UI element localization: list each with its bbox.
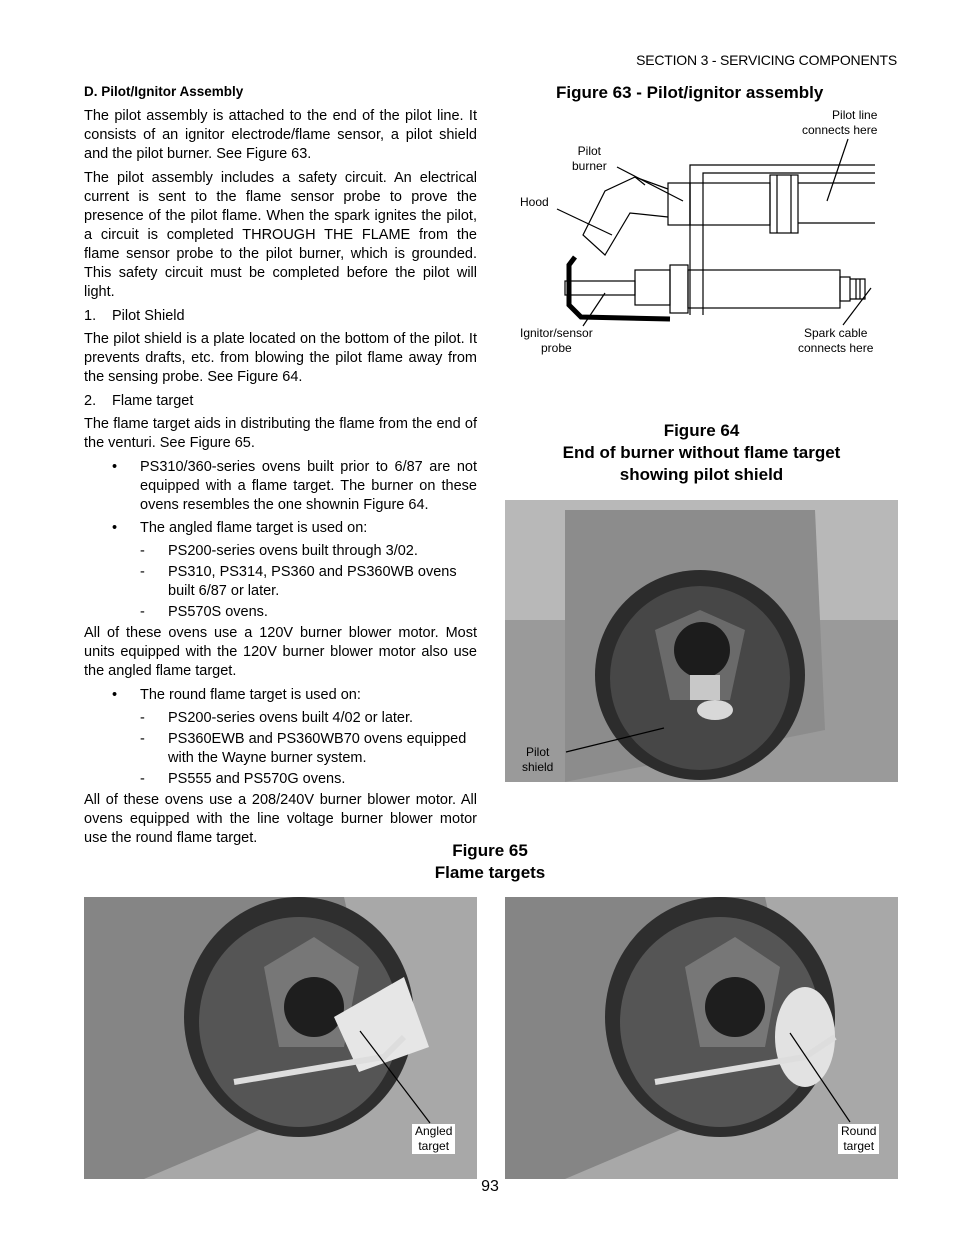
figure-65-title: Figure 65 Flame targets [434, 841, 546, 882]
pilot-shield-leader [560, 722, 670, 757]
label-pilot-burner: Pilot burner [572, 144, 607, 173]
label-angled-target: Angled target [412, 1124, 455, 1154]
dash-item: - PS570S ovens. [140, 604, 268, 620]
dash-item: - PS555 and PS570G ovens. [140, 771, 346, 787]
dash-item: - PS360EWB and PS360WB70 ovens equipped with the Wayne burner system. [140, 731, 467, 766]
section-heading: D. Pilot/Ignitor Assembly [84, 84, 244, 99]
paragraph: The flame target aids in distributing the flame from the end of the venturi. See Figure 65. [84, 416, 477, 451]
text-column [84, 82, 477, 853]
paragraph: The pilot assembly includes a safety circuit. An electrical current is sent to the flame sensor probe to prove the presence of the pilot flame. When the spark ignites the pilot, a circuit is completed THROUGH THE FLAME from the flame sensor probe to the pilot burner, which is grounded. This safety circuit must be completed before the pilot will light. [84, 170, 477, 300]
dash-item: - PS310, PS314, PS360 and PS360WB ovens built 6/87 or later. [140, 564, 457, 599]
paragraph: All of these ovens use a 120V burner blower motor. Most units equipped with the 120V burner blower motor also use the angled flame target. [84, 625, 477, 679]
figure-63-title: Figure 63 - Pilot/ignitor assembly [556, 83, 824, 102]
label-hood: Hood [520, 195, 549, 209]
list-item: 2. Flame target [84, 393, 194, 409]
label-ignitor-probe: Ignitor/sensor probe [520, 326, 593, 355]
page-number: 93 [481, 1178, 499, 1195]
dash-item: - PS200-series ovens built through 3/02. [140, 543, 418, 559]
bullet-item: • PS310/360-series ovens built prior to 6/87 are not equipped with a flame target. The burner on these ovens resembles the one shownin Figure 64. [112, 459, 477, 513]
list-item: 1. Pilot Shield [84, 308, 185, 324]
bullet-item: • The angled flame target is used on: [112, 520, 368, 536]
section-header: SECTION 3 - SERVICING COMPONENTS [636, 52, 897, 68]
bullet-item: • The round flame target is used on: [112, 687, 361, 703]
angled-target-leader [355, 1028, 435, 1128]
label-round-target: Round target [838, 1124, 879, 1154]
paragraph: The pilot assembly is attached to the end of the pilot line. It consists of an ignitor electrode/flame sensor, a pilot shield and the pilot burner. See Figure 63. [84, 108, 477, 162]
label-spark-cable: Spark cable connects here [798, 326, 874, 355]
paragraph: All of these ovens use a 208/240V burner blower motor. All ovens equipped with the line voltage burner blower motor use the round flame target. [84, 792, 477, 846]
dash-item: - PS200-series ovens built 4/02 or later. [140, 710, 414, 726]
paragraph: The pilot shield is a plate located on the bottom of the pilot. It prevents drafts, etc. from blowing the pilot flame away from the sensing probe. See Figure 64. [84, 331, 477, 385]
label-pilot-line: Pilot line connects here [802, 108, 878, 137]
label-pilot-shield: Pilot shield [522, 745, 554, 774]
round-target-leader [785, 1030, 855, 1125]
figure-64-title: Figure 64 End of burner without flame target showing pilot shield [562, 421, 841, 484]
